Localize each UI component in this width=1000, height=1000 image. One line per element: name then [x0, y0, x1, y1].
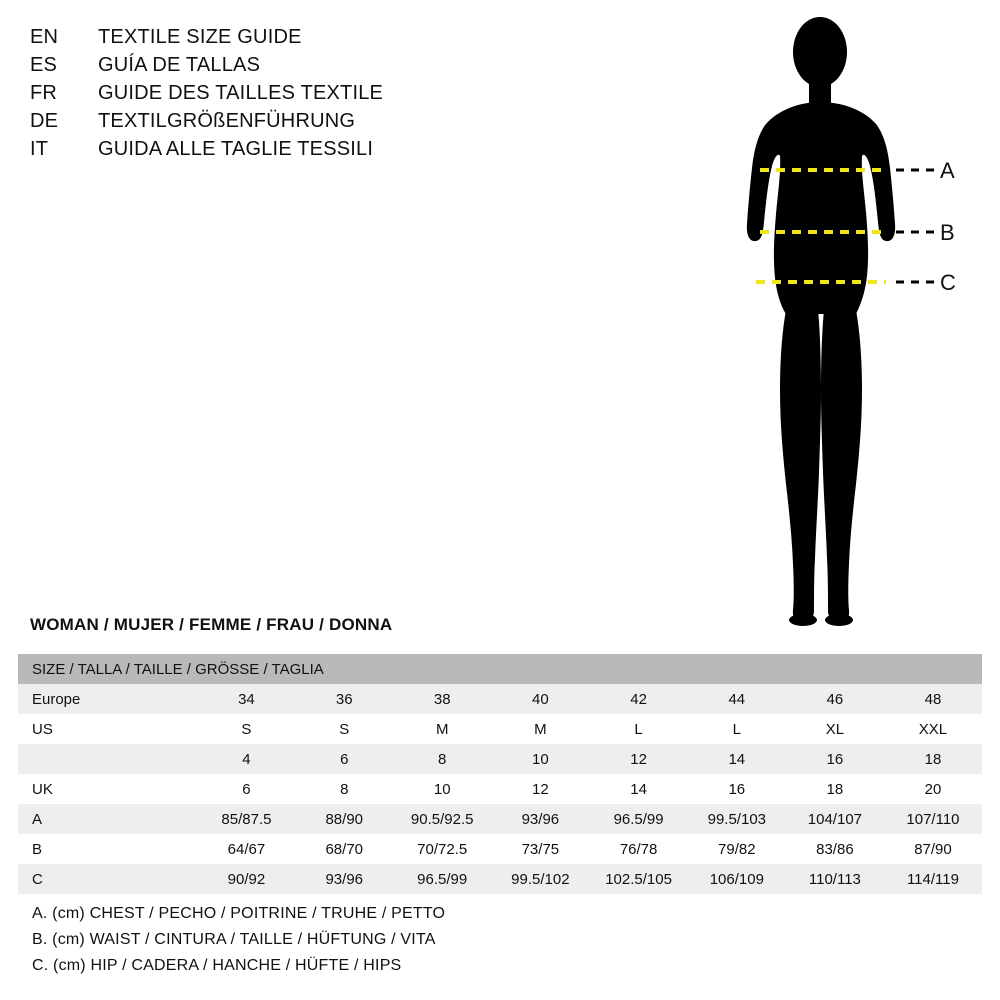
table-header-label: SIZE / TALLA / TAILLE / GRÖSSE / TAGLIA — [18, 654, 982, 684]
row-label-europe: Europe — [18, 684, 197, 714]
language-header-list — [30, 26, 550, 166]
legend-line-b: B. (cm) WAIST / CINTURA / TAILLE / HÜFTUNG / VITA — [32, 931, 436, 948]
language-row-en — [30, 26, 550, 54]
cell-a-6: 104/107 — [786, 804, 884, 834]
cell-a-7: 107/110 — [884, 804, 982, 834]
language-row-es — [30, 54, 550, 82]
cell-b-0: 64/67 — [197, 834, 295, 864]
size-table — [18, 654, 982, 894]
cell-c-2: 96.5/99 — [393, 864, 491, 894]
cell-usnum-7: 18 — [884, 744, 982, 774]
cell-a-1: 88/90 — [295, 804, 393, 834]
table-row — [18, 834, 982, 864]
marker-label-a: A — [940, 158, 955, 183]
cell-b-6: 83/86 — [786, 834, 884, 864]
cell-usnum-6: 16 — [786, 744, 884, 774]
cell-b-3: 73/75 — [491, 834, 589, 864]
cell-europe-4: 42 — [589, 684, 687, 714]
measurement-legend — [32, 905, 445, 983]
cell-a-2: 90.5/92.5 — [393, 804, 491, 834]
cell-uk-0: 6 — [197, 774, 295, 804]
cell-us-7: XXL — [884, 714, 982, 744]
cell-c-5: 106/109 — [688, 864, 786, 894]
table-row — [18, 714, 982, 744]
cell-usnum-4: 12 — [589, 744, 687, 774]
cell-europe-5: 44 — [688, 684, 786, 714]
cell-us-4: L — [589, 714, 687, 744]
cell-us-2: M — [393, 714, 491, 744]
cell-uk-6: 18 — [786, 774, 884, 804]
cell-uk-4: 14 — [589, 774, 687, 804]
language-code-it: IT — [30, 138, 49, 160]
cell-a-4: 96.5/99 — [589, 804, 687, 834]
language-text-de: TEXTILGRÖßENFÜHRUNG — [98, 110, 356, 132]
cell-a-5: 99.5/103 — [688, 804, 786, 834]
cell-c-4: 102.5/105 — [589, 864, 687, 894]
cell-usnum-2: 8 — [393, 744, 491, 774]
table-row — [18, 744, 982, 774]
language-text-en: TEXTILE SIZE GUIDE — [98, 26, 302, 48]
cell-europe-3: 40 — [491, 684, 589, 714]
female-silhouette-icon — [747, 17, 895, 626]
cell-us-0: S — [197, 714, 295, 744]
table-row — [18, 864, 982, 894]
language-text-es: GUÍA DE TALLAS — [98, 54, 261, 76]
language-code-fr: FR — [30, 82, 58, 104]
cell-b-5: 79/82 — [688, 834, 786, 864]
cell-c-7: 114/119 — [884, 864, 982, 894]
row-label-us: US — [18, 714, 197, 744]
table-row — [18, 684, 982, 714]
cell-a-3: 93/96 — [491, 804, 589, 834]
cell-us-1: S — [295, 714, 393, 744]
row-label-c: C — [18, 864, 197, 894]
cell-europe-1: 36 — [295, 684, 393, 714]
cell-uk-3: 12 — [491, 774, 589, 804]
table-row — [18, 774, 982, 804]
cell-uk-5: 16 — [688, 774, 786, 804]
cell-usnum-3: 10 — [491, 744, 589, 774]
cell-europe-2: 38 — [393, 684, 491, 714]
cell-europe-7: 48 — [884, 684, 982, 714]
cell-europe-0: 34 — [197, 684, 295, 714]
cell-a-0: 85/87.5 — [197, 804, 295, 834]
cell-b-4: 76/78 — [589, 834, 687, 864]
cell-us-5: L — [688, 714, 786, 744]
cell-uk-7: 20 — [884, 774, 982, 804]
row-label-us-numeric — [18, 744, 197, 774]
cell-us-3: M — [491, 714, 589, 744]
language-row-it — [30, 138, 550, 166]
body-measurement-figure — [700, 10, 990, 630]
cell-b-2: 70/72.5 — [393, 834, 491, 864]
cell-usnum-0: 4 — [197, 744, 295, 774]
language-text-it: GUIDA ALLE TAGLIE TESSILI — [98, 138, 374, 160]
cell-b-7: 87/90 — [884, 834, 982, 864]
legend-line-a: A. (cm) CHEST / PECHO / POITRINE / TRUHE / PETTO — [32, 905, 446, 922]
cell-c-1: 93/96 — [295, 864, 393, 894]
cell-uk-2: 10 — [393, 774, 491, 804]
cell-c-3: 99.5/102 — [491, 864, 589, 894]
legend-line-c: C. (cm) HIP / CADERA / HANCHE / HÜFTE / HIPS — [32, 957, 402, 974]
cell-usnum-5: 14 — [688, 744, 786, 774]
cell-uk-1: 8 — [295, 774, 393, 804]
table-title: WOMAN / MUJER / FEMME / FRAU / DONNA — [30, 615, 393, 634]
cell-usnum-1: 6 — [295, 744, 393, 774]
language-code-de: DE — [30, 110, 59, 132]
language-text-fr: GUIDE DES TAILLES TEXTILE — [98, 82, 384, 104]
language-code-en: EN — [30, 26, 59, 48]
table-row — [18, 804, 982, 834]
row-label-a: A — [18, 804, 197, 834]
marker-label-b: B — [940, 220, 955, 245]
language-row-fr — [30, 82, 550, 110]
language-code-es: ES — [30, 54, 58, 76]
language-row-de — [30, 110, 550, 138]
cell-c-6: 110/113 — [786, 864, 884, 894]
marker-label-c: C — [940, 270, 956, 295]
cell-europe-6: 46 — [786, 684, 884, 714]
row-label-uk: UK — [18, 774, 197, 804]
cell-b-1: 68/70 — [295, 834, 393, 864]
row-label-b: B — [18, 834, 197, 864]
cell-c-0: 90/92 — [197, 864, 295, 894]
cell-us-6: XL — [786, 714, 884, 744]
table-header-row — [18, 654, 982, 684]
